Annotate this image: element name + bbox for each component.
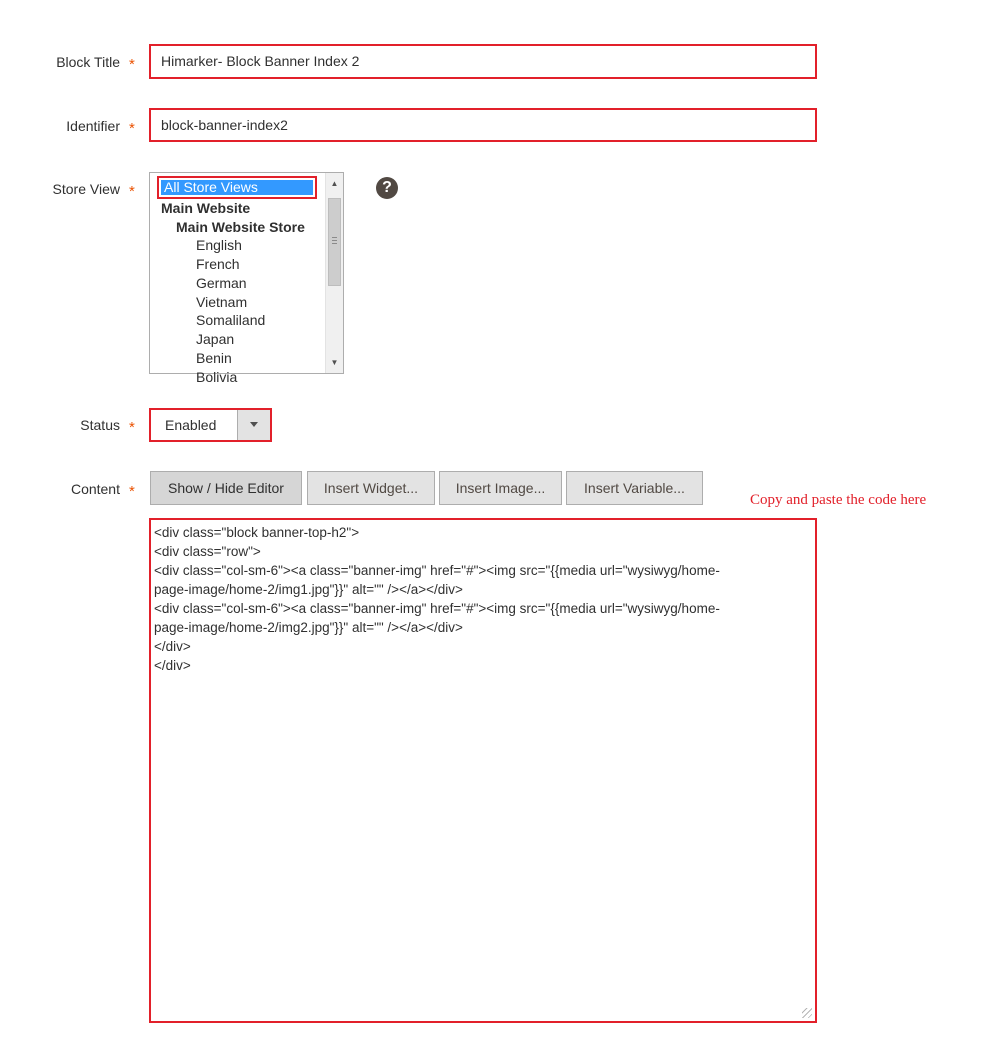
code-line: <div class="col-sm-6"><a class="banner-img" href="#"><img src="{{media url="wysiwyg/home- — [154, 601, 720, 616]
status-selected-value: Enabled — [165, 417, 217, 433]
block-title-label: Block Title — [56, 54, 120, 70]
chevron-down-icon[interactable] — [237, 410, 270, 440]
code-line: <div class="block banner-top-h2"> — [154, 525, 360, 540]
question-circle-icon[interactable]: ? — [376, 177, 398, 199]
store-view-option-main-website-store[interactable]: Main Website Store — [176, 219, 305, 235]
instruction-annotation: Copy and paste the code here — [750, 492, 927, 508]
identifier-label: Identifier — [66, 118, 120, 134]
scroll-down-arrow-icon[interactable]: ▼ — [330, 358, 339, 367]
block-title-input[interactable] — [149, 44, 817, 79]
show-hide-editor-button[interactable]: Show / Hide Editor — [150, 471, 302, 505]
scrollbar-grip-icon — [332, 243, 337, 244]
code-line: page-image/home-2/img1.jpg"}}" alt="" /></a></div> — [154, 582, 463, 597]
code-line: <div class="row"> — [154, 544, 261, 559]
identifier-value: block-banner-index2 — [161, 117, 288, 133]
store-view-option-french[interactable]: French — [196, 256, 240, 272]
content-textarea[interactable] — [149, 518, 817, 1023]
store-view-option-japan[interactable]: Japan — [196, 331, 235, 347]
scrollbar-grip-icon — [332, 237, 337, 238]
store-view-option-vietnam[interactable]: Vietnam — [196, 294, 248, 310]
store-view-option-all-label: All Store Views — [161, 180, 313, 195]
code-line: <div class="col-sm-6"><a class="banner-img" href="#"><img src="{{media url="wysiwyg/home- — [154, 563, 720, 578]
store-view-required-marker: * — [129, 183, 135, 200]
status-required-marker: * — [129, 419, 135, 436]
store-view-multiselect[interactable] — [149, 172, 344, 385]
store-view-option-benin[interactable]: Benin — [196, 350, 232, 366]
insert-variable-button[interactable]: Insert Variable... — [566, 471, 703, 505]
store-view-scrollbar[interactable] — [325, 173, 343, 373]
insert-image-button[interactable]: Insert Image... — [439, 471, 562, 505]
store-view-option-german[interactable]: German — [196, 275, 247, 291]
store-view-option-all[interactable] — [157, 176, 317, 199]
scroll-up-arrow-icon[interactable]: ▲ — [330, 179, 339, 188]
block-title-value: Himarker- Block Banner Index 2 — [161, 53, 360, 69]
insert-widget-button[interactable]: Insert Widget... — [307, 471, 435, 505]
resize-handle-icon[interactable] — [802, 1008, 812, 1018]
store-view-label: Store View — [52, 181, 120, 197]
content-required-marker: * — [129, 483, 135, 500]
content-label: Content — [70, 481, 120, 497]
store-view-option-main-website[interactable]: Main Website — [161, 200, 251, 216]
status-select[interactable] — [149, 408, 272, 442]
store-view-option-english[interactable]: English — [196, 237, 242, 253]
status-label: Status — [80, 417, 120, 433]
code-line: </div> — [154, 639, 191, 654]
identifier-required-marker: * — [129, 120, 135, 137]
scrollbar-grip-icon — [332, 240, 337, 241]
block-title-required-marker: * — [129, 56, 135, 73]
code-line: </div> — [154, 658, 191, 673]
code-line: page-image/home-2/img2.jpg"}}" alt="" /></a></div> — [154, 620, 463, 635]
store-view-options — [150, 173, 325, 385]
identifier-input[interactable] — [149, 108, 817, 142]
scrollbar-thumb[interactable] — [328, 198, 341, 286]
store-view-option-somaliland[interactable]: Somaliland — [196, 312, 266, 328]
store-view-option-bolivia[interactable]: Bolivia — [196, 369, 238, 385]
